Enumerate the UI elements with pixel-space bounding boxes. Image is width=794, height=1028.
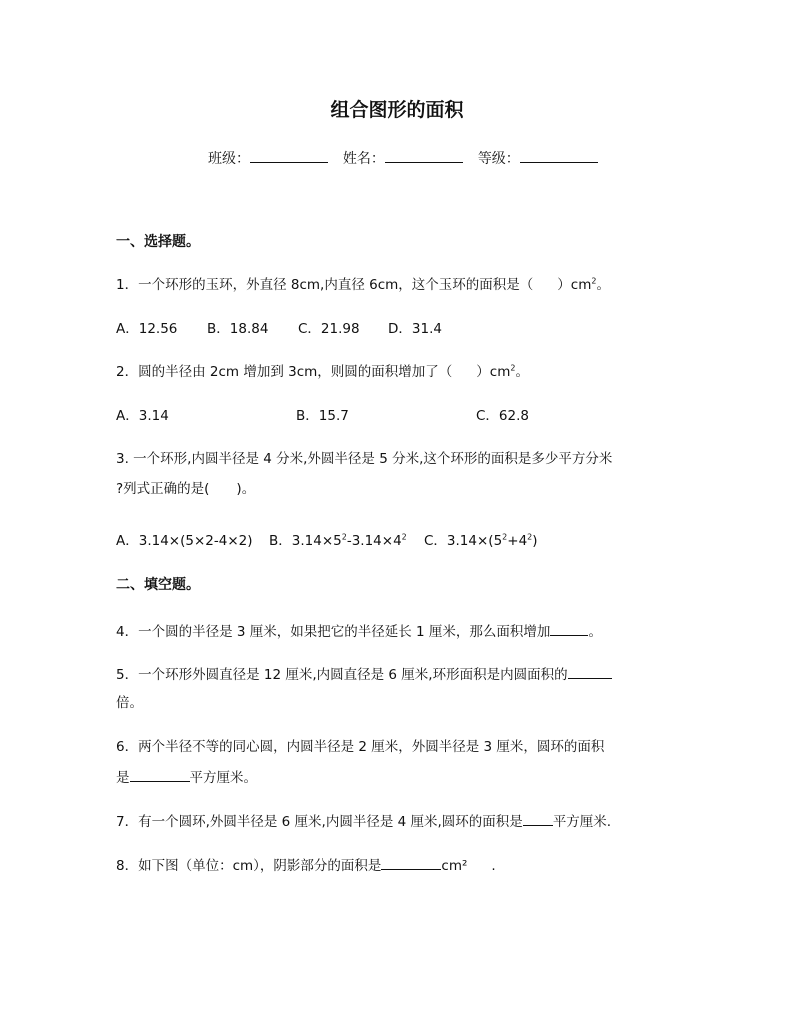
page-title: 组合图形的面积 bbox=[330, 99, 464, 121]
option-b-exp-2: 2 bbox=[401, 532, 407, 542]
question-1-end: 。 bbox=[596, 277, 610, 293]
question-1-option-c[interactable]: C．21.98 bbox=[298, 321, 360, 337]
question-8 bbox=[116, 855, 496, 875]
question-6-blank[interactable] bbox=[130, 767, 190, 782]
question-7-text: 7．有一个圆环,外圆半径是 6 厘米,内圆半径是 4 厘米,圆环的面积是 bbox=[116, 814, 523, 830]
option-c-base-1: 5 bbox=[493, 533, 503, 549]
question-2-text: 2．圆的半径由 2cm 增加到 3cm，则圆的面积增加了（ bbox=[116, 364, 453, 380]
option-b-base-2: 4 bbox=[393, 533, 402, 549]
question-3-option-c[interactable] bbox=[424, 532, 538, 550]
option-c-exp-2: 2 bbox=[527, 532, 533, 542]
question-6-unit: 平方厘米。 bbox=[189, 770, 257, 786]
option-c-exp-1: 2 bbox=[502, 532, 508, 542]
option-c-mid: + bbox=[507, 533, 519, 549]
question-3-option-b[interactable] bbox=[269, 532, 407, 550]
question-2 bbox=[116, 363, 529, 381]
question-1-unit: ）cm bbox=[557, 277, 592, 293]
option-c-label: C．3.14×( bbox=[424, 533, 494, 549]
question-5-blank[interactable] bbox=[568, 664, 612, 679]
option-b-exp-1: 2 bbox=[341, 532, 347, 542]
question-8-text: 8．如下图（单位：cm），阴影部分的面积是 bbox=[116, 858, 382, 874]
question-3-option-a[interactable]: A．3.14×(5×2-4×2) bbox=[116, 533, 253, 549]
question-2-sup: 2 bbox=[510, 363, 516, 373]
option-b-base-1: 5 bbox=[333, 533, 342, 549]
question-5-line-1 bbox=[116, 664, 612, 684]
question-1-option-b[interactable]: B．18.84 bbox=[207, 321, 269, 337]
question-5-line-2: 倍。 bbox=[116, 695, 143, 711]
student-info-row bbox=[208, 148, 598, 168]
question-1-option-a[interactable]: A．12.56 bbox=[116, 321, 178, 337]
question-3-line-1: 3. 一个环形,内圆半径是 4 分米,外圆半径是 5 分米,这个环形的面积是多少平方分米 bbox=[116, 451, 613, 467]
question-2-unit: ）cm bbox=[476, 364, 511, 380]
question-2-option-a[interactable]: A．3.14 bbox=[116, 408, 169, 424]
option-b-label: B．3.14× bbox=[269, 533, 334, 549]
section-heading-choice: 一、选择题。 bbox=[116, 234, 200, 250]
grade-label: 等级： bbox=[477, 151, 520, 167]
question-5-text: 5．一个环形外圆直径是 12 厘米,内圆直径是 6 厘米,环形面积是内圆面积的 bbox=[116, 667, 568, 683]
question-1-option-d[interactable]: D．31.4 bbox=[388, 321, 442, 337]
question-4-end: 。 bbox=[588, 624, 602, 640]
question-8-end: . bbox=[491, 858, 496, 874]
question-6-prefix: 是 bbox=[116, 770, 130, 786]
grade-blank[interactable] bbox=[520, 148, 598, 163]
question-2-end: 。 bbox=[515, 364, 529, 380]
question-2-option-c[interactable]: C．62.8 bbox=[476, 408, 529, 424]
question-4-text: 4．一个圆的半径是 3 厘米，如果把它的半径延长 1 厘米，那么面积增加 bbox=[116, 624, 551, 640]
question-8-unit: cm² bbox=[441, 858, 468, 874]
option-c-base-2: 4 bbox=[518, 533, 528, 549]
question-7-unit: 平方厘米. bbox=[552, 814, 612, 830]
name-label: 姓名： bbox=[342, 151, 385, 167]
question-1 bbox=[116, 276, 610, 294]
question-6-line-2 bbox=[116, 767, 257, 787]
class-blank[interactable] bbox=[250, 148, 328, 163]
question-7 bbox=[116, 811, 611, 831]
class-label: 班级： bbox=[208, 151, 250, 167]
question-2-option-b[interactable]: B．15.7 bbox=[296, 408, 349, 424]
question-4-blank[interactable] bbox=[550, 621, 588, 636]
name-blank[interactable] bbox=[385, 148, 463, 163]
question-4 bbox=[116, 621, 602, 641]
question-8-blank[interactable] bbox=[381, 855, 441, 870]
option-c-end: ) bbox=[532, 533, 538, 549]
question-7-blank[interactable] bbox=[523, 811, 553, 826]
question-1-sup: 2 bbox=[591, 276, 597, 286]
question-6-line-1: 6．两个半径不等的同心圆，内圆半径是 2 厘米，外圆半径是 3 厘米，圆环的面积 bbox=[116, 739, 605, 755]
question-3-line-2: ?列式正确的是( )。 bbox=[116, 481, 256, 497]
section-heading-fill: 二、填空题。 bbox=[116, 577, 200, 593]
question-1-text: 1．一个环形的玉环，外直径 8cm,内直径 6cm，这个玉环的面积是（ bbox=[116, 277, 534, 293]
option-b-mid: -3.14× bbox=[346, 533, 394, 549]
